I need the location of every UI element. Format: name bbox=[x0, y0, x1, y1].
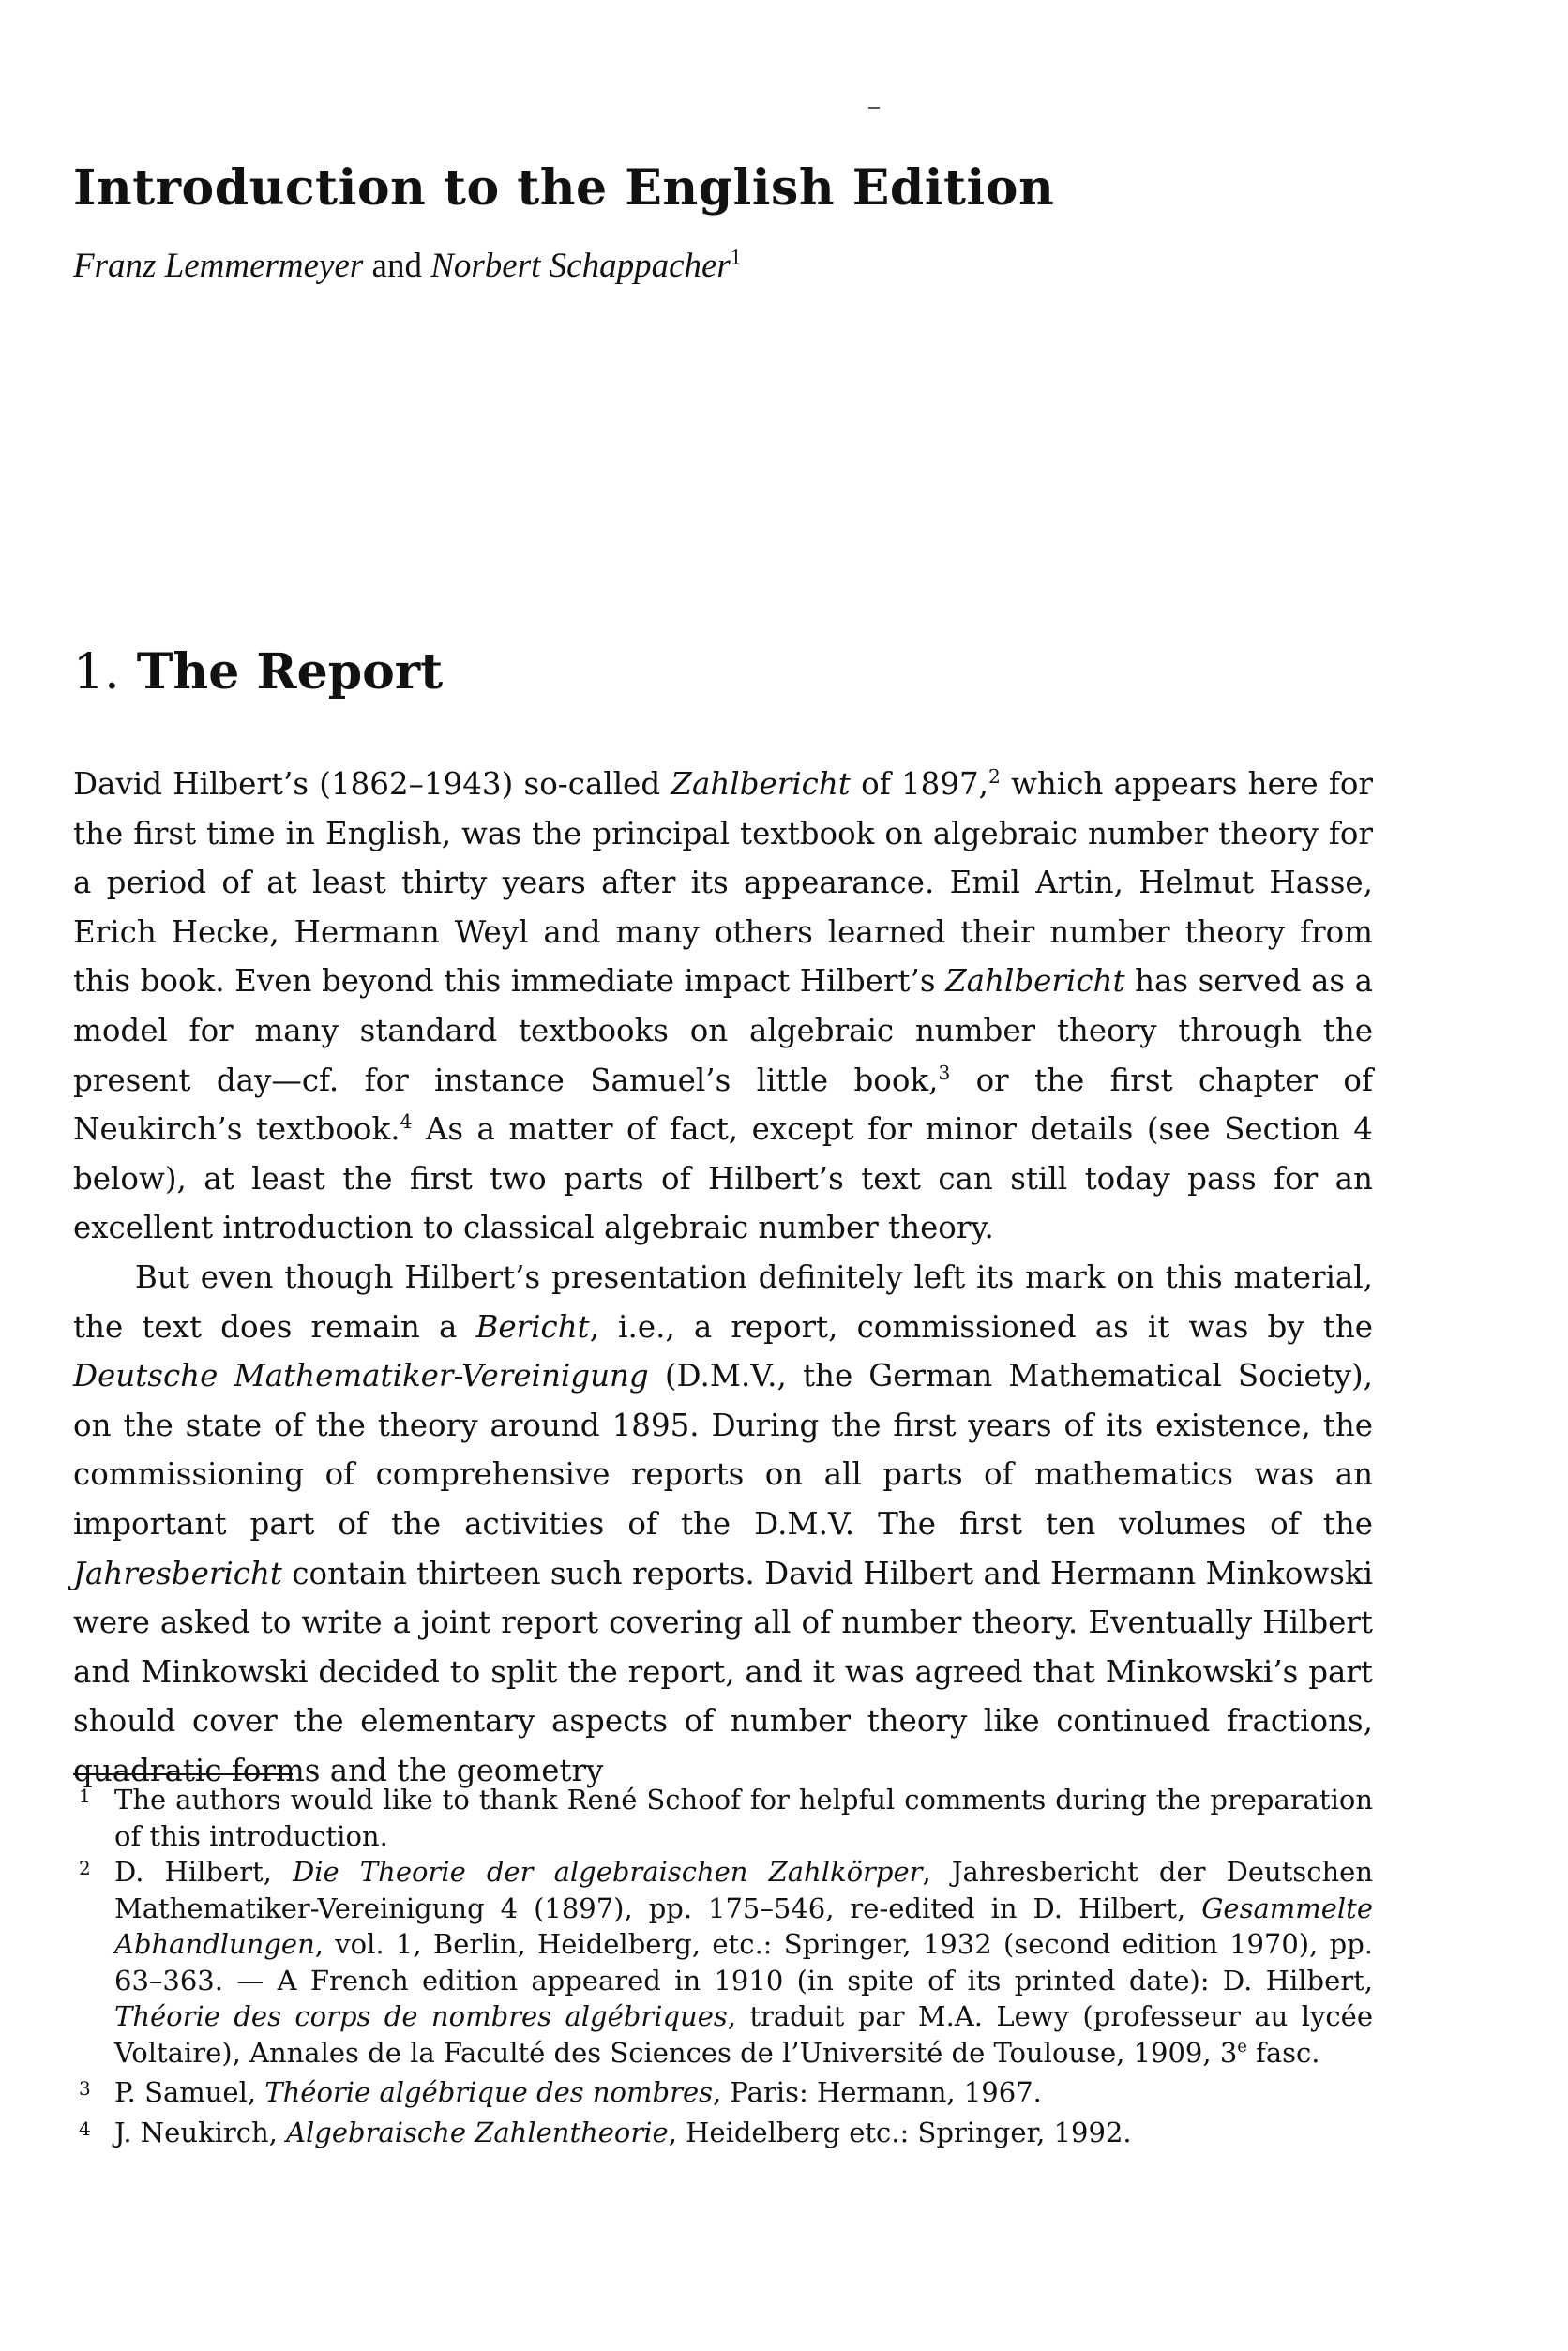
italic-term: Zahlbericht bbox=[945, 963, 1125, 1000]
footnote-3 bbox=[73, 2074, 1373, 2111]
footnote-text: The authors would like to thank René Schoof for helpful comments during the preparation of this introduction. bbox=[114, 1784, 1373, 1852]
paragraph-1 bbox=[73, 760, 1373, 1253]
italic-term: Théorie algébrique des nombres bbox=[264, 2076, 713, 2108]
footnote-rule bbox=[73, 1773, 293, 1775]
text-run: fasc. bbox=[1246, 2036, 1320, 2069]
text-run: has served as a model for many standard textbooks on algebraic number theory through the present day—cf. for instance Samuel’s little book, bbox=[73, 963, 1374, 1098]
footnote-mark: 2 bbox=[79, 1857, 91, 1879]
italic-term: Jahresbericht bbox=[73, 1555, 282, 1591]
page bbox=[73, 0, 1373, 2351]
text-run: J. Neukirch, bbox=[114, 2116, 287, 2148]
text-run: , vol. 1, Berlin, Heidelberg, etc.: Springer, 1932 (second edition 1970), pp. 63–363. — A French edition appeared in 1910 (in spite of its printed date): D. Hilbert, bbox=[114, 1928, 1373, 1997]
text-run: But even though Hilbert’s presentation definitely left its mark on this material, the text does remain a bbox=[73, 1258, 1373, 1345]
footnote-mark: 3 bbox=[79, 2077, 91, 2100]
text-run: , i.e., a report, commissioned as it was by the bbox=[589, 1308, 1374, 1345]
italic-term: Deutsche Mathematiker-Vereinigung bbox=[73, 1358, 649, 1394]
text-run: (D.M.V., the German Mathematical Society), on the state of the theory around 1895. During the first years of its existence, the commissioning of comprehensive reports on all parts of mathematics was an important part of the activities of the D.M.V. The first ten volumes of the bbox=[73, 1358, 1374, 1542]
text-run: or the first chapter of Neukirch’s textbook. bbox=[73, 1062, 1373, 1148]
footnote-4 bbox=[73, 2115, 1373, 2151]
italic-term: Gesammelte Abhandlungen bbox=[114, 1891, 1373, 1960]
footnotes bbox=[73, 1782, 1373, 2150]
author-line bbox=[73, 246, 741, 286]
italic-term: Algebraische Zahlentheorie bbox=[286, 2116, 669, 2148]
author-lemmermeyer: Franz Lemmermeyer bbox=[73, 247, 364, 285]
italic-term: Théorie des corps de nombres algébriques bbox=[114, 2000, 728, 2032]
text-run: P. Samuel, bbox=[114, 2076, 265, 2108]
footnote-1 bbox=[73, 1782, 1373, 1854]
author-footnote-mark: 1 bbox=[730, 245, 742, 269]
body-text bbox=[73, 760, 1373, 1795]
text-run: , Jahresbericht der Deutschen Mathematiker-Vereinigung 4 (1897), pp. 175–546, re-edited in D. Hilbert, bbox=[114, 1856, 1373, 1924]
footnote-ref-3: 3 bbox=[938, 1061, 951, 1084]
italic-term: Die Theorie der algebraischen Zahlkörper bbox=[292, 1856, 923, 1888]
footnote-mark: 1 bbox=[79, 1785, 91, 1807]
section-number: 1. bbox=[73, 644, 120, 701]
text-run: , Paris: Hermann, 1967. bbox=[713, 2076, 1042, 2108]
footnote-ref-4: 4 bbox=[400, 1110, 413, 1134]
text-run: As a matter of fact, except for minor details (see Section 4 below), at least the first two parts of Hilbert’s text can still today pass for an excellent introduction to classical algebraic number theory. bbox=[73, 1111, 1373, 1246]
text-run: David Hilbert’s (1862–1943) so-called bbox=[73, 766, 671, 802]
text-run: of 1897, bbox=[850, 766, 989, 802]
author-schappacher: Norbert Schappacher bbox=[430, 247, 731, 285]
stray-mark bbox=[868, 107, 880, 109]
text-run: D. Hilbert, bbox=[114, 1856, 293, 1888]
chapter-title: Introduction to the English Edition bbox=[73, 159, 1055, 217]
section-title: The Report bbox=[119, 643, 444, 701]
paragraph-2 bbox=[73, 1253, 1373, 1796]
text-run: which appears here for the first time in English, was the principal textbook on algebraic number theory for a period of at least thirty years after its appearance. Emil Artin, Helmut Hasse, Erich Hecke, Hermann Weyl and many others learned their number theory from this book. Even beyond this immediate impact Hilbert’s bbox=[73, 766, 1373, 1000]
footnote-2 bbox=[73, 1854, 1373, 2071]
italic-term: Bericht bbox=[475, 1308, 590, 1345]
footnote-ref-2: 2 bbox=[988, 764, 1001, 788]
section-heading bbox=[73, 643, 443, 701]
text-run: , traduit par M.A. Lewy (professeur au lycée Voltaire), Annales de la Faculté des Sciences de l’Université de Toulouse, 1909, 3 bbox=[114, 2000, 1373, 2069]
superscript: e bbox=[1237, 2036, 1247, 2057]
footnote-mark: 4 bbox=[79, 2117, 91, 2140]
text-run: , Heidelberg etc.: Springer, 1992. bbox=[668, 2116, 1132, 2148]
author-conjunction: and bbox=[363, 247, 431, 285]
italic-term: Zahlbericht bbox=[671, 766, 851, 802]
text-run: contain thirteen such reports. David Hilbert and Hermann Minkowski were asked to write a joint report covering all of number theory. Eventually Hilbert and Minkowski decided to split the report, and it was agreed that Minkowski’s part should cover the elementary aspects of number theory like continued fractions, quadratic forms and the geometry bbox=[73, 1555, 1373, 1788]
